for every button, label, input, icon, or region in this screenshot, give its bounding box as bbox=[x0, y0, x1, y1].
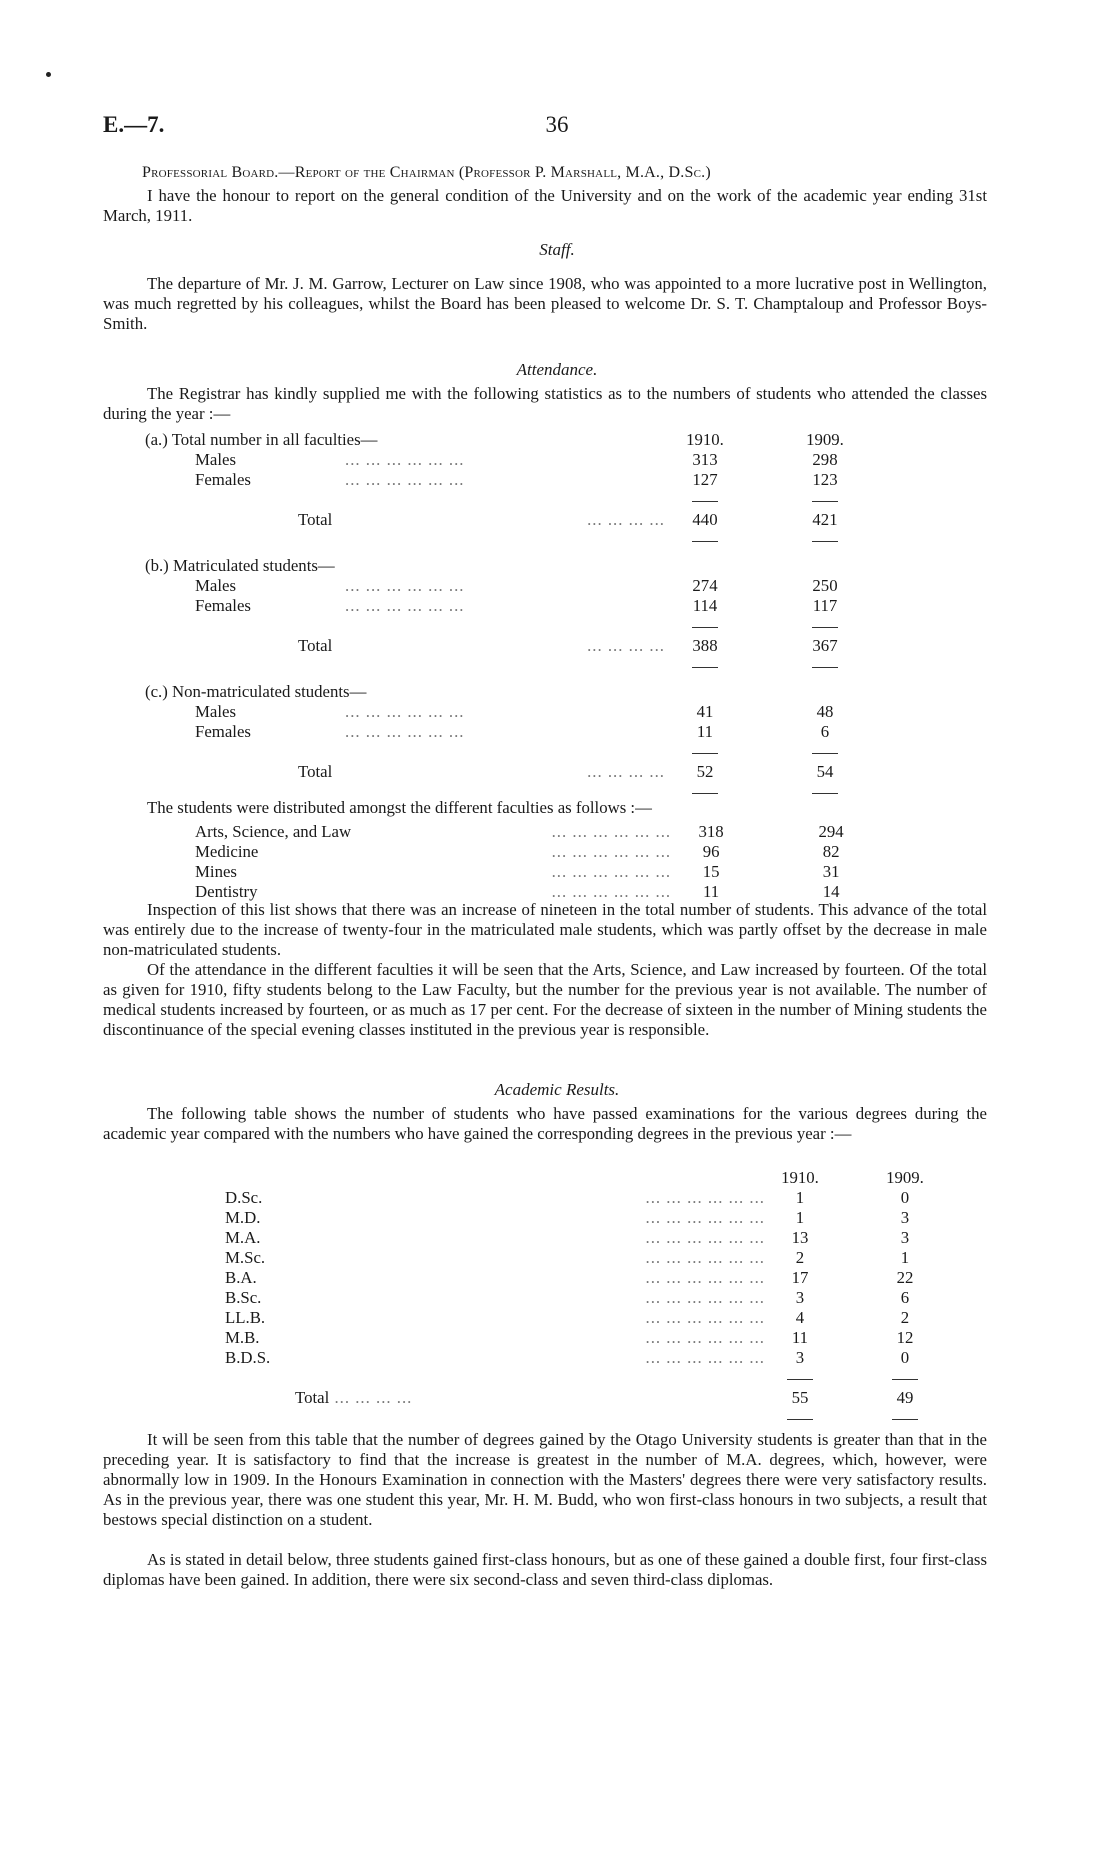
leader-dots: ... ... ... ... ... ... bbox=[645, 1308, 765, 1327]
value-1909: 0 bbox=[900, 1348, 910, 1367]
total-label: Total ... ... ... ... bbox=[295, 1388, 413, 1407]
leader-dots: ... ... ... ... ... ... bbox=[345, 722, 465, 741]
board-title: Professorial Board.—Report of the Chairman (Professor P. Marshall, M.A., D.Sc.) bbox=[142, 164, 711, 181]
value-1909: 250 bbox=[812, 576, 838, 595]
degree-label: B.A. bbox=[225, 1268, 257, 1287]
degree-label: M.B. bbox=[225, 1328, 260, 1347]
stat-row bbox=[145, 702, 865, 722]
section-label: (c.) Non-matriculated students— bbox=[145, 682, 367, 701]
faculty-row bbox=[145, 882, 871, 902]
total-row bbox=[225, 1388, 945, 1408]
total-rule bbox=[692, 667, 718, 668]
degree-row bbox=[225, 1188, 945, 1208]
rule-row bbox=[145, 656, 865, 676]
value-1909: 14 bbox=[822, 882, 840, 901]
value-1909: 31 bbox=[822, 862, 840, 881]
total-label: Total bbox=[298, 762, 333, 781]
degree-row bbox=[225, 1308, 945, 1328]
total-rule bbox=[892, 1379, 918, 1380]
value-1909: 3 bbox=[900, 1228, 910, 1247]
value-1910: 4 bbox=[795, 1308, 805, 1327]
value-1910: 114 bbox=[692, 596, 718, 615]
leader-dots: ... ... ... ... ... ... bbox=[551, 822, 672, 841]
degree-label: LL.B. bbox=[225, 1308, 266, 1327]
value-1910: 1 bbox=[795, 1188, 805, 1207]
leader-dots: ... ... ... ... ... ... bbox=[345, 702, 465, 721]
degree-row bbox=[225, 1288, 945, 1308]
leader-dots: ... ... ... ... bbox=[329, 1388, 413, 1407]
faculty-label: Medicine bbox=[195, 842, 259, 861]
total-rule bbox=[892, 1419, 918, 1420]
leader-dots: ... ... ... ... ... ... bbox=[645, 1248, 765, 1267]
section-label: (a.) Total number in all faculties— bbox=[145, 430, 378, 449]
total-1909: 367 bbox=[812, 636, 838, 655]
intro-paragraph: I have the honour to report on the general condition of the University and on the work of the academic year ending 31st March, 1911. bbox=[103, 186, 987, 225]
degree-label: D.Sc. bbox=[225, 1188, 263, 1207]
degree-row bbox=[225, 1208, 945, 1228]
row-label: Males bbox=[195, 702, 237, 721]
academic-paragraph-2: As is stated in detail below, three students gained first-class honours, but as one of these gained a double first, four first-class diplomas have been gained. In addition, there were six second-class and seven third-class diplomas. bbox=[103, 1550, 987, 1589]
total-row bbox=[145, 510, 865, 530]
value-1909: 117 bbox=[812, 596, 838, 615]
leader-dots: ... ... ... ... ... ... bbox=[345, 450, 465, 469]
year-header-row bbox=[225, 1168, 945, 1188]
total-row bbox=[145, 636, 865, 656]
year-1909: 1909. bbox=[806, 430, 844, 449]
value-1910: 127 bbox=[692, 470, 718, 489]
rule-row bbox=[225, 1408, 945, 1428]
total-rule bbox=[812, 753, 838, 754]
attendance-table bbox=[145, 430, 865, 802]
faculty-row bbox=[145, 822, 871, 842]
section-label: (b.) Matriculated students— bbox=[145, 556, 335, 575]
rule-row bbox=[145, 530, 865, 550]
stray-mark bbox=[46, 72, 51, 77]
degree-row bbox=[225, 1228, 945, 1248]
degree-label: M.Sc. bbox=[225, 1248, 266, 1267]
value-1910: 17 bbox=[791, 1268, 809, 1287]
value-1909: 12 bbox=[896, 1328, 914, 1347]
year-1910: 1910. bbox=[781, 1168, 819, 1187]
rule-row bbox=[145, 490, 865, 510]
faculties-intro: The students were distributed amongst the different faculties as follows :— bbox=[147, 798, 652, 817]
degree-row bbox=[225, 1248, 945, 1268]
total-1910: 52 bbox=[696, 762, 714, 781]
value-1909: 0 bbox=[900, 1188, 910, 1207]
value-1909: 6 bbox=[820, 722, 830, 741]
faculty-label: Dentistry bbox=[195, 882, 258, 901]
value-1910: 313 bbox=[692, 450, 718, 469]
value-1910: 3 bbox=[795, 1348, 805, 1367]
value-1910: 13 bbox=[791, 1228, 809, 1247]
page-number: 36 bbox=[545, 112, 569, 137]
stat-row bbox=[145, 450, 865, 470]
total-rule bbox=[812, 501, 838, 502]
year-1910: 1910. bbox=[686, 430, 724, 449]
faculty-table bbox=[145, 822, 871, 902]
value-1909: 6 bbox=[900, 1288, 910, 1307]
leader-dots: ... ... ... ... ... ... bbox=[551, 882, 672, 901]
total-rule bbox=[692, 753, 718, 754]
leader-dots: ... ... ... ... bbox=[587, 636, 665, 655]
value-1909: 48 bbox=[816, 702, 834, 721]
row-label: Females bbox=[195, 722, 251, 741]
value-1909: 1 bbox=[900, 1248, 910, 1267]
rule-row bbox=[145, 616, 865, 636]
leader-dots: ... ... ... ... ... ... bbox=[345, 470, 465, 489]
stat-row bbox=[145, 576, 865, 596]
degree-label: M.A. bbox=[225, 1228, 261, 1247]
degree-label: B.Sc. bbox=[225, 1288, 262, 1307]
attendance-heading: Attendance. bbox=[516, 360, 598, 379]
staff-paragraph: The departure of Mr. J. M. Garrow, Lecturer on Law since 1908, who was appointed to a more lucrative post in Wellington, was much regretted by his colleagues, whilst the Board has been pleased to welcome Dr. S. T. Champtaloup and Professor Boys-Smith. bbox=[103, 274, 987, 333]
faculty-row bbox=[145, 862, 871, 882]
total-rule bbox=[787, 1379, 813, 1380]
leader-dots: ... ... ... ... bbox=[587, 510, 665, 529]
faculty-label: Mines bbox=[195, 862, 237, 881]
leader-dots: ... ... ... ... ... ... bbox=[645, 1268, 765, 1287]
leader-dots: ... ... ... ... ... ... bbox=[345, 576, 465, 595]
degree-label: M.D. bbox=[225, 1208, 261, 1227]
degree-row bbox=[225, 1268, 945, 1288]
document-code: E.—7. bbox=[103, 112, 165, 137]
total-row bbox=[145, 762, 865, 782]
value-1909: 2 bbox=[900, 1308, 910, 1327]
value-1910: 3 bbox=[795, 1288, 805, 1307]
degree-row bbox=[225, 1348, 945, 1368]
total-1909: 421 bbox=[812, 510, 838, 529]
row-label: Females bbox=[195, 470, 251, 489]
leader-dots: ... ... ... ... ... ... bbox=[645, 1188, 765, 1207]
total-1910: 55 bbox=[791, 1388, 809, 1407]
total-rule bbox=[692, 541, 718, 542]
total-rule bbox=[812, 667, 838, 668]
value-1910: 41 bbox=[696, 702, 714, 721]
value-1910: 11 bbox=[791, 1328, 809, 1347]
total-rule bbox=[812, 627, 838, 628]
leader-dots: ... ... ... ... ... ... bbox=[345, 596, 465, 615]
value-1910: 15 bbox=[702, 862, 720, 881]
value-1910: 1 bbox=[795, 1208, 805, 1227]
rule-row bbox=[225, 1368, 945, 1388]
academic-paragraph-1: It will be seen from this table that the number of degrees gained by the Otago University students is greater than that in the preceding year. It is satisfactory to find that the increase is greatest in the number of M.A. degrees, which, however, were abnormally low in 1909. In the Honours Examination in connection with the Masters' degrees there were very satisfactory results. As in the previous year, there was one student this year, Mr. H. M. Budd, who won first-class honours in two subjects, a result that bestows special distinction on a student. bbox=[103, 1430, 987, 1529]
row-label: Males bbox=[195, 576, 237, 595]
total-rule bbox=[692, 793, 718, 794]
stat-row bbox=[145, 722, 865, 742]
leader-dots: ... ... ... ... ... ... bbox=[645, 1288, 765, 1307]
academic-intro: The following table shows the number of students who have passed examinations for the various degrees during the academic year compared with the numbers who have gained the corresponding degrees in the previous year :— bbox=[103, 1104, 987, 1143]
leader-dots: ... ... ... ... ... ... bbox=[645, 1208, 765, 1227]
total-rule bbox=[692, 501, 718, 502]
section-heading-row bbox=[145, 430, 865, 450]
stat-row bbox=[145, 470, 865, 490]
value-1909: 123 bbox=[812, 470, 838, 489]
total-label: Total bbox=[298, 636, 333, 655]
year-1909: 1909. bbox=[886, 1168, 924, 1187]
attendance-paragraph-2: Of the attendance in the different faculties it will be seen that the Arts, Science, and Law increased by fourteen. Of the total as given for 1910, fifty students belong to the Law Faculty, but the number for the previous year is not available. The number of medical students increased by fourteen, or as much as 17 per cent. For the decrease of sixteen in the number of Mining students the discontinuance of the special evening classes instituted in the previous year is responsible. bbox=[103, 960, 987, 1039]
total-rule bbox=[692, 627, 718, 628]
leader-dots: ... ... ... ... ... ... bbox=[645, 1348, 765, 1367]
value-1910: 11 bbox=[703, 882, 720, 901]
total-1910: 388 bbox=[692, 636, 718, 655]
value-1909: 294 bbox=[818, 822, 844, 841]
degree-label: B.D.S. bbox=[225, 1348, 271, 1367]
staff-heading: Staff. bbox=[539, 240, 575, 259]
value-1909: 3 bbox=[900, 1208, 910, 1227]
leader-dots: ... ... ... ... bbox=[587, 762, 665, 781]
rule-row bbox=[145, 742, 865, 762]
leader-dots: ... ... ... ... ... ... bbox=[551, 842, 672, 861]
total-rule bbox=[812, 541, 838, 542]
attendance-paragraph-1: Inspection of this list shows that there was an increase of nineteen in the total number of students. This advance of the total was entirely due to the increase of twenty-four in the matriculated male students, which was partly offset by the decrease in male non-matriculated students. bbox=[103, 900, 987, 959]
total-rule bbox=[787, 1419, 813, 1420]
value-1909: 298 bbox=[812, 450, 838, 469]
leader-dots: ... ... ... ... ... ... bbox=[645, 1228, 765, 1247]
academic-heading: Academic Results. bbox=[494, 1080, 620, 1099]
total-rule bbox=[812, 793, 838, 794]
value-1910: 96 bbox=[702, 842, 720, 861]
degree-table bbox=[225, 1168, 945, 1428]
leader-dots: ... ... ... ... ... ... bbox=[551, 862, 672, 881]
value-1910: 318 bbox=[698, 822, 724, 841]
total-label: Total bbox=[298, 510, 333, 529]
value-1909: 82 bbox=[822, 842, 840, 861]
degree-row bbox=[225, 1328, 945, 1348]
value-1910: 274 bbox=[692, 576, 718, 595]
attendance-intro: The Registrar has kindly supplied me with the following statistics as to the numbers of students who attended the classes during the year :— bbox=[103, 384, 987, 423]
value-1910: 2 bbox=[795, 1248, 805, 1267]
total-1909: 54 bbox=[816, 762, 834, 781]
total-1909: 49 bbox=[896, 1388, 914, 1407]
value-1910: 11 bbox=[696, 722, 714, 741]
total-1910: 440 bbox=[692, 510, 718, 529]
value-1909: 22 bbox=[896, 1268, 914, 1287]
row-label: Males bbox=[195, 450, 237, 469]
section-heading-row bbox=[145, 556, 865, 576]
leader-dots: ... ... ... ... ... ... bbox=[645, 1328, 765, 1347]
faculty-row bbox=[145, 842, 871, 862]
section-heading-row bbox=[145, 682, 865, 702]
faculty-label: Arts, Science, and Law bbox=[195, 822, 352, 841]
row-label: Females bbox=[195, 596, 251, 615]
stat-row bbox=[145, 596, 865, 616]
